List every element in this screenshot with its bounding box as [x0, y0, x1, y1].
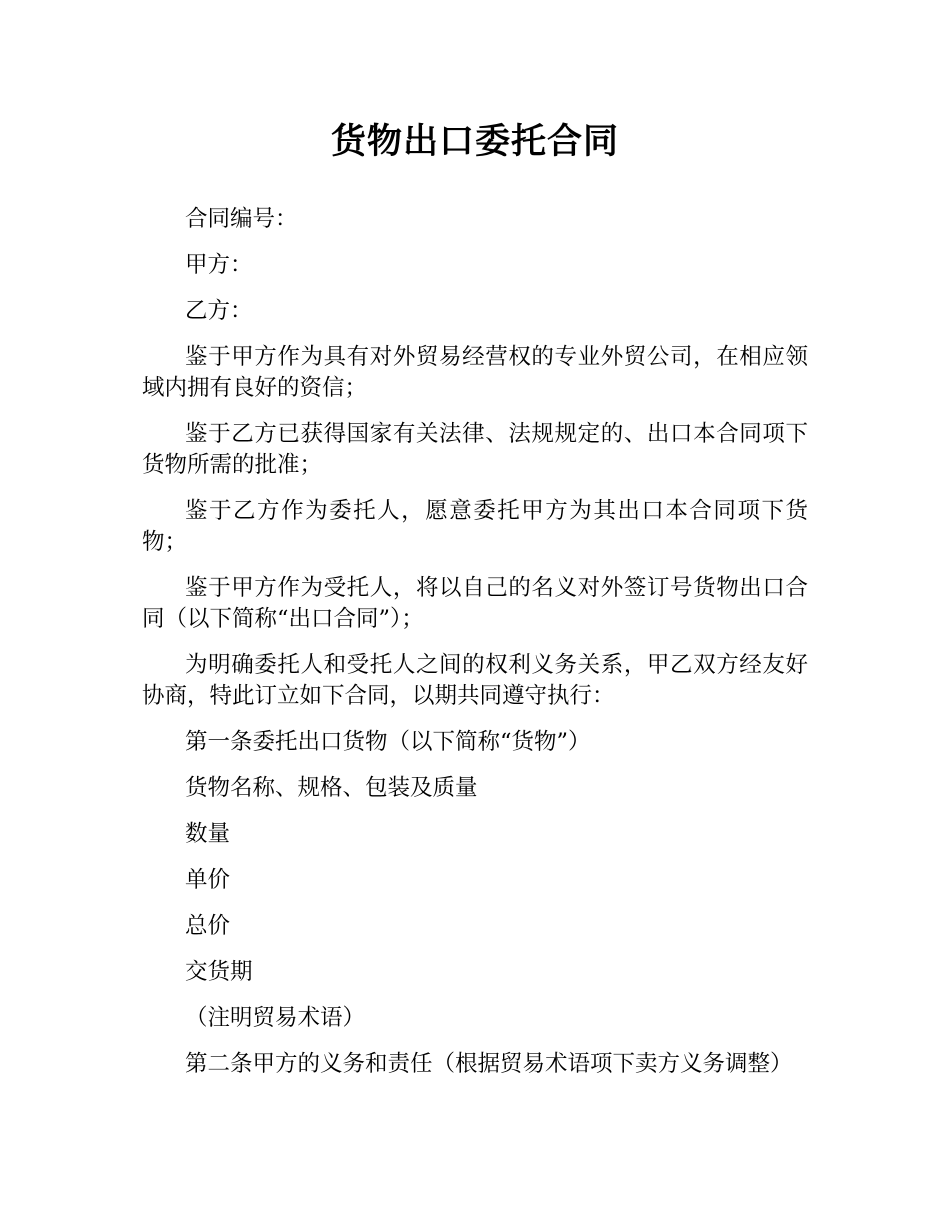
- party-a-line: 甲方：: [185, 252, 253, 278]
- party-b-line: 乙方：: [185, 298, 253, 324]
- document-title: 货物出口委托合同: [330, 122, 619, 162]
- article-2-heading: 第二条甲方的义务和责任（根据贸易术语项下卖方义务调整）: [185, 1051, 793, 1077]
- goods-spec-line: 货物名称、规格、包装及质量: [185, 775, 478, 801]
- delivery-date-line: 交货期: [185, 959, 253, 985]
- recital-paragraph: 鉴于甲方作为受托人，将以自己的名义对外签订号货物出口合同（以下简称“出口合同”）；: [142, 575, 808, 632]
- quantity-line: 数量: [185, 821, 231, 847]
- purpose-paragraph: 为明确委托人和受托人之间的权利义务关系，甲乙双方经友好协商，特此订立如下合同，以期共同遵守执行：: [142, 652, 808, 709]
- recital-paragraph: 鉴于乙方作为委托人，愿意委托甲方为其出口本合同项下货物；: [142, 498, 808, 555]
- article-1-heading: 第一条委托出口货物（以下简称“货物”）: [185, 729, 591, 755]
- total-price-line: 总价: [185, 913, 231, 939]
- trade-term-note: （注明贸易术语）: [185, 1005, 366, 1031]
- unit-price-line: 单价: [185, 867, 231, 893]
- recital-paragraph: 鉴于甲方作为具有对外贸易经营权的专业外贸公司，在相应领域内拥有良好的资信；: [142, 344, 808, 401]
- contract-number-line: 合同编号：: [185, 206, 298, 232]
- recital-paragraph: 鉴于乙方已获得国家有关法律、法规规定的、出口本合同项下货物所需的批准；: [142, 421, 808, 478]
- document-body: [142, 204, 808, 1095]
